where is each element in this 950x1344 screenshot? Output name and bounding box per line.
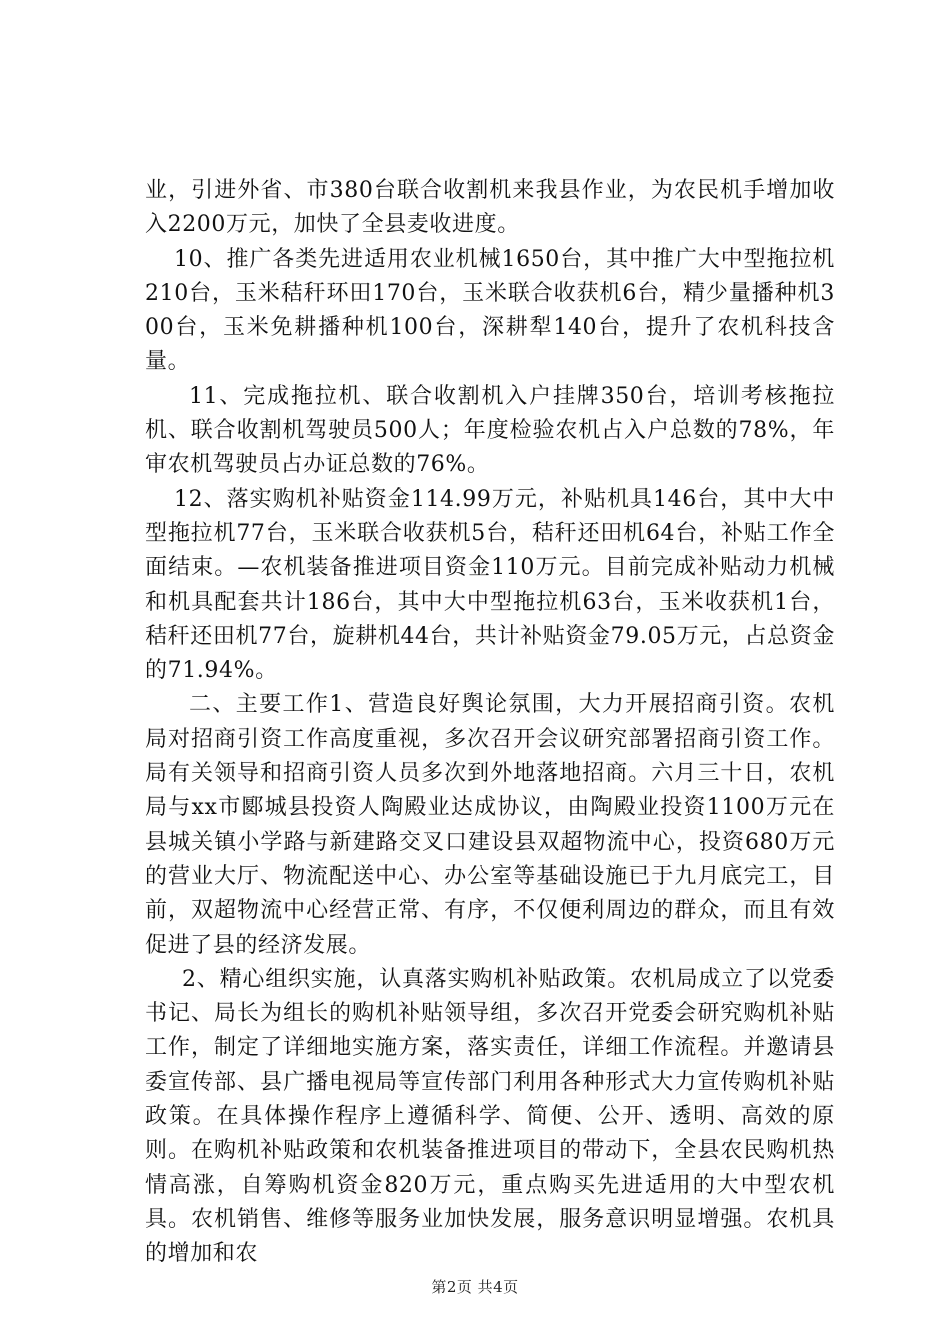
page-footer: 第2页 共4页: [431, 1278, 519, 1296]
paragraph-main-work: 二、主要工作1、营造良好舆论氛围，大力开展招商引资。农机局对招商引资工作高度重视，多次召开会议研究部署招商引资工作。局有关领导和招商引资人员多次到外地落地招商。六月三十日，农机局与xx市郾城县投资人陶殿业达成协议，由陶殿业投资1100万元在县城关镇小学路与新建路交叉口建设县双超物流中心，投资680万元的营业大厅、物流配送中心、办公室等基础设施已于九月底完工，目前，双超物流中心经营正常、有序，不仅便利周边的群众，而且有效促进了县的经济发展。: [145, 692, 835, 958]
document-body: [145, 174, 835, 1272]
paragraph-subsidy-policy: 2、精心组织实施，认真落实购机补贴政策。农机局成立了以党委书记、局长为组长的购机补贴领导组，多次召开党委会研究购机补贴工作，制定了详细地实施方案，落实责任，详细工作流程。并邀请县委宣传部、县广播电视局等宣传部门利用各种形式大力宣传购机补贴政策。在具体操作程序上遵循科学、简便、公开、透明、高效的原则。在购机补贴政策和农机装备推进项目的带动下，全县农民购机热情高涨，自筹购机资金820万元，重点购买先进适用的大中型农机具。农机销售、维修等服务业加快发展，服务意识明显增强。农机具的增加和农: [145, 966, 835, 1267]
paragraph-item-10: 10、推广各类先进适用农业机械1650台，其中推广大中型拖拉机210台，玉米秸秆环田170台，玉米联合收获机6台，精少量播种机300台，玉米免耕播种机100台，深耕犁140台，提升了农机科技含量。: [145, 246, 835, 375]
paragraph-item-11: 11、完成拖拉机、联合收割机入户挂牌350台，培训考核拖拉机、联合收割机驾驶员500人；年度检验农机占入户总数的78%，年审农机驾驶员占办证总数的76%。: [145, 383, 835, 478]
paragraph-item-12: 12、落实购机补贴资金114.99万元，补贴机具146台，其中大中型拖拉机77台，玉米联合收获机5台，秸秆还田机64台，补贴工作全面结束。—农机装备推进项目资金110万元。目前完成补贴动力机械和机具配套共计186台，其中大中型拖拉机63台，玉米收获机1台，秸秆还田机77台，旋耕机44台，共计补贴资金79.05万元，占总资金的71.94%。: [145, 486, 835, 684]
paragraph-continuation: 业，引进外省、市380台联合收割机来我县作业，为农民机手增加收入2200万元，加快了全县麦收进度。: [145, 178, 835, 238]
